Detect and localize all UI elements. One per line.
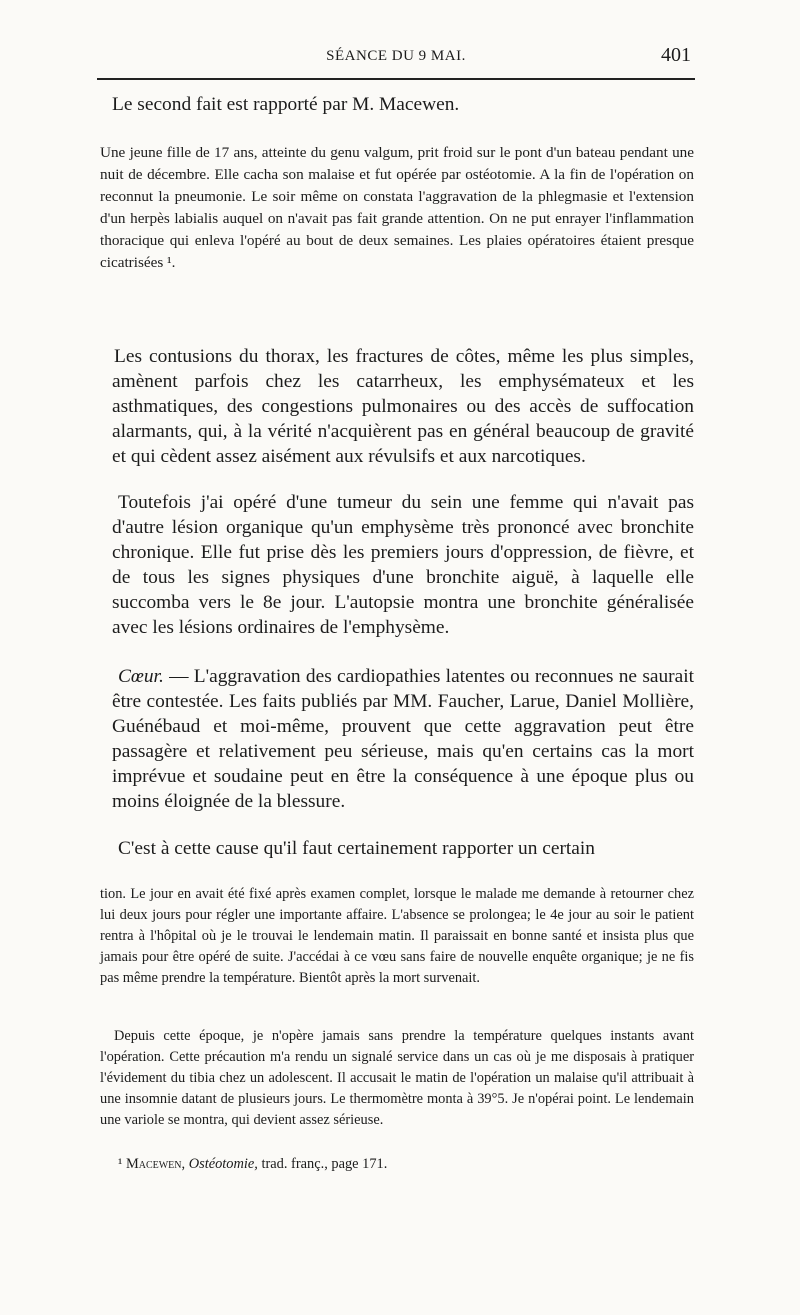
footnote-details: trad. franç., page 171. xyxy=(261,1156,388,1172)
footnote-work-title: Ostéotomie, xyxy=(188,1156,258,1172)
cause-paragraph: C'est à cette cause qu'il faut certainement rapporter un certain xyxy=(118,838,595,859)
footnote-1 xyxy=(100,1154,694,1175)
intro-paragraph: Le second fait est rapporté par M. Macewen. xyxy=(112,94,460,115)
page-number: 401 xyxy=(661,44,691,66)
header-rule xyxy=(97,78,695,80)
footnote-continuation-1: tion. Le jour en avait été fixé après examen complet, lorsque le malade me demande à retourner chez lui deux jours pour régler une importante affaire. L'absence se prolongea; le 4e jour au soir le patient rentra à l'hôpital où je le trouvai le lendemain matin. Il paraissait en bonne santé et insista plus que jamais pour être opéré de suite. J'accédai à ce vœu sans faire de nouvelle enquête organique; je ne fis pas même prendre la température. Bientôt après la mort survenait. xyxy=(100,886,694,986)
tumor-case-paragraph: Toutefois j'ai opéré d'une tumeur du sein une femme qui n'avait pas d'autre lésion organique qu'un emphysème très prononcé avec bronchite chronique. Elle fut prise dès les premiers jours d'oppression, de fièvre, et de tous les signes physiques d'une bronchite aiguë, à laquelle elle succomba vers le 8e jour. L'autopsie montra une bronchite généralisée avec les lésions ordinaires de l'emphysème. xyxy=(112,492,694,638)
footnote-author: Macewen, xyxy=(125,1156,186,1172)
footnote-continuation-2: Depuis cette époque, je n'opère jamais sans prendre la température quelques instants avant l'opération. Cette précaution m'a rendu un signalé service dans un cas où je me disposais à pratiquer l'évidement du tibia chez un adolescent. Il accusait le matin de l'opération un malaise qu'il attribuait à une insomnie datant de plusieurs jours. Le thermomètre monta à 39°5. Je n'opérai point. Le lendemain une variole se montra, qui devient assez sérieuse. xyxy=(100,1028,694,1128)
case-report-paragraph: Une jeune fille de 17 ans, atteinte du genu valgum, prit froid sur le pont d'un bateau pendant une nuit de décembre. Elle cacha son malaise et fut opérée par ostéotomie. A la fin de l'opération on reconnut la pneumonie. Le soir même on constata l'aggravation de la phlegmasie et l'extension d'un herpès labialis auquel on n'avait pas fait grande attention. On ne put enrayer l'inflammation thoracique qui enleva l'opéré au bout de deux semaines. Les plaies opératoires étaient presque cicatrisées ¹. xyxy=(100,144,694,271)
running-title: SÉANCE DU 9 MAI. xyxy=(326,48,466,64)
page-header xyxy=(97,42,695,76)
footnote-marker: ¹ xyxy=(118,1156,123,1172)
heart-paragraph-text: — L'aggravation des cardiopathies latentes ou reconnues ne saurait être contestée. Les faits publiés par MM. Faucher, Larue, Daniel Mollière, Guénébaud et moi-même, prouvent que cette aggravation peut être passagère et relativement peu sérieuse, mais qu'en certains cas la mort imprévue et soudaine peut en être la conséquence à une époque plus ou moins éloignée de la blessure. xyxy=(112,666,694,812)
heart-section-label: Cœur. xyxy=(118,666,164,687)
heart-paragraph xyxy=(112,664,694,814)
thorax-paragraph: Les contusions du thorax, les fractures de côtes, même les plus simples, amènent parfois chez les catarrheux, les emphysémateux et les asthmatiques, des congestions pulmonaires ou des accès de suffocation alarmants, qui, à la vérité n'acquièrent pas en général beaucoup de gravité et qui cèdent assez aisément aux révulsifs et aux narcotiques. xyxy=(112,346,694,467)
